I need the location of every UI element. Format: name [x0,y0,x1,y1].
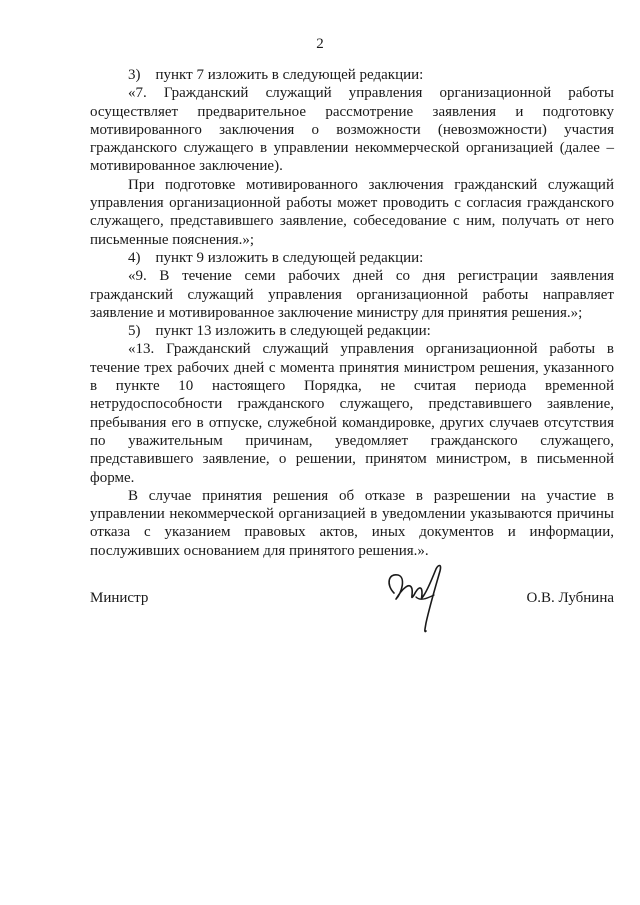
signatory-name: О.В. Лубнина [526,590,614,606]
paragraph-point-13: «13. Гражданский служащий управления организационной работы в течение трех рабочих дней с момента принятия министром решения, указанного в пункте 10 настоящего Порядка, не считая периода временной нетрудоспособности гражданского служащего, представившего заявление, пребывания его в отпуске, служебной командировке, других случаев отсутствия по уважительным причинам, уведомляет гражданского служащего, представившего заявление, о решении, принятом министром, в письменной форме. [90,341,614,486]
paragraph-item-4: 4) пункт 9 изложить в следующей редакции: [128,249,424,266]
signature-block [90,590,614,630]
paragraph-item-3: 3) пункт 7 изложить в следующей редакции: [128,67,424,83]
page-number: 2 [316,36,324,52]
paragraph-point-9: «9. В течение семи рабочих дней со дня регистрации заявления гражданский служащий управления организационной работы направляет заявление и мотивированное заключение министру для принятия решения.»; [90,268,614,321]
paragraph-point-13-continuation: В случае принятия решения об отказе в разрешении на участие в управлении некоммерческой организацией в уведомлении указываются причины отказа с указанием правовых актов, иных документов и информации, послуживших основанием для принятого решения.». [90,487,614,559]
signatory-title: Министр [90,590,149,606]
document-body [90,66,614,560]
paragraph-point-7: «7. Гражданский служащий управления организационной работы осуществляет предварительное рассмотрение заявления и подготовку мотивированного заключения о возможности (невозможности) участия гражданского служащего в управлении некоммерческой организацией (далее – мотивированное заключение). [90,85,614,175]
paragraph-item-5: 5) пункт 13 изложить в следующей редакции: [128,323,431,340]
handwritten-signature [380,555,450,635]
paragraph-point-7-continuation: При подготовке мотивированного заключения гражданский служащий управления организационной работы может проводить с согласия гражданского служащего, представившего заявление, собеседование с ним, получать от него письменные пояснения.»; [90,176,614,248]
